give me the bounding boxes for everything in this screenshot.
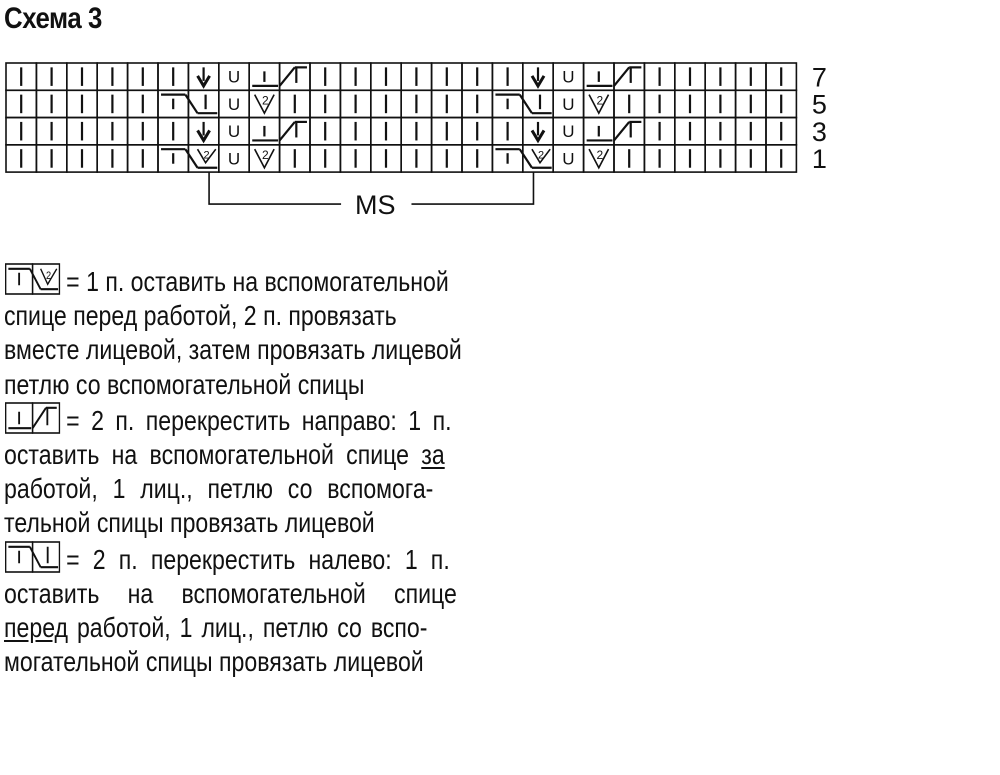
chart-cell-k [705, 63, 735, 90]
chart-cell-cl-a [492, 90, 532, 117]
chart-cell-k [340, 63, 370, 90]
legend-line: спице перед работой, 2 п. провязать [4, 300, 397, 332]
chart-cell-k [310, 63, 340, 90]
legend-entry-cross3 [4, 263, 564, 402]
knitting-chart [0, 0, 1000, 260]
chart-cell-yo [553, 90, 583, 117]
chart-cell-yo [219, 90, 249, 117]
yarn-over-symbol: U [562, 149, 575, 169]
chart-cell-k [705, 118, 735, 145]
legend-underlined-word: за [421, 439, 445, 471]
yarn-over-symbol: U [227, 149, 241, 169]
legend-line [4, 263, 474, 299]
chart-cell-k2tog [249, 90, 279, 117]
chart-cell-k [67, 90, 97, 117]
yarn-over-symbol: U [227, 122, 241, 142]
chart-cell-k [401, 63, 431, 90]
chart-cell-k [462, 118, 492, 145]
chart-cell-k [675, 90, 705, 117]
legend-underlined-word: перед [4, 612, 69, 644]
chart-cell-cr-a [584, 118, 614, 145]
chart-cell-k [675, 118, 705, 145]
k2tog-mark: 2 [45, 270, 52, 283]
chart-cell-k [310, 90, 340, 117]
row-number: 3 [811, 116, 827, 147]
k2tog-mark: 2 [596, 93, 604, 108]
chart-cell-k [432, 90, 462, 117]
chart-cell-k [97, 145, 127, 172]
chart-cell-k [766, 118, 796, 145]
chart-cell-k [371, 90, 401, 117]
k2tog-mark: 2 [262, 148, 269, 162]
k2tog-mark: 2 [537, 149, 545, 162]
chart-cell-k [340, 118, 370, 145]
chart-cell-k [675, 145, 705, 172]
chart-cell-cr-a [584, 63, 614, 90]
chart-cell-k [340, 145, 370, 172]
row-number: 5 [811, 89, 827, 120]
legend-entry-cross-left [4, 541, 564, 680]
chart-cell-k [36, 63, 66, 90]
chart-cell-k2tog [584, 145, 614, 172]
legend-line: петлю со вспомогательной спицы [4, 368, 365, 400]
chart-cell-k [371, 145, 401, 172]
chart-cell-k [736, 118, 766, 145]
chart-cell-k [705, 90, 735, 117]
chart-cell-k [614, 90, 644, 117]
chart-cell-k [401, 145, 431, 172]
legend-text: = 2 п. перекрестить налево: 1 п. [66, 543, 450, 575]
chart-cell-k [340, 90, 370, 117]
chart-cell-k [705, 145, 735, 172]
chart-cell-k [766, 90, 796, 117]
yarn-over-symbol: U [562, 94, 575, 114]
legend [4, 263, 564, 679]
chart-cell-k [432, 118, 462, 145]
chart-cell-yo [553, 118, 583, 145]
chart-cell-k [432, 63, 462, 90]
chart-cell-cr-b [614, 63, 644, 90]
chart-cell-k [462, 63, 492, 90]
chart-cell-cl-b [188, 90, 218, 117]
chart-cell-k [432, 145, 462, 172]
chart-cell-k [128, 145, 158, 172]
chart-cell-k [128, 118, 158, 145]
chart-cell-c3-a [158, 145, 198, 172]
chart-cell-k [492, 118, 522, 145]
chart-cell-k [401, 118, 431, 145]
chart-cell-k [675, 63, 705, 90]
legend-line: работой, 1 лиц., петлю со вспомога- [4, 473, 434, 505]
chart-cell-c3-a [492, 145, 532, 172]
chart-cell-cr-b [280, 118, 310, 145]
chart-cell-k [644, 90, 674, 117]
chart-cell-k [614, 145, 644, 172]
chart-cell-k [67, 145, 97, 172]
chart-cell-k [462, 145, 492, 172]
chart-cell-k [736, 90, 766, 117]
chart-cell-k [280, 90, 310, 117]
chart-cell-k [644, 63, 674, 90]
chart-cell-k2tog [249, 145, 279, 172]
chart-cell-down [188, 63, 218, 90]
chart-cell-k [766, 145, 796, 172]
chart-cell-k [644, 145, 674, 172]
yarn-over-symbol: U [562, 122, 575, 142]
yarn-over-symbol: U [227, 67, 241, 87]
chart-cell-yo [219, 145, 249, 172]
chart-cell-k [36, 118, 66, 145]
chart-cell-down [523, 63, 553, 90]
chart-cell-k [97, 90, 127, 117]
cross-left-key-icon [4, 541, 61, 573]
chart-cell-k [6, 90, 36, 117]
chart-cell-k [401, 90, 431, 117]
k2tog-mark: 2 [596, 148, 604, 162]
repeat-label: MS [355, 190, 396, 221]
k2tog-mark: 2 [203, 149, 210, 162]
chart-cell-k [462, 90, 492, 117]
chart-cell-k [67, 118, 97, 145]
chart-cell-k [128, 90, 158, 117]
legend-text: оставить на вспомогательной спице [4, 439, 409, 471]
chart-cell-cr-b [280, 63, 310, 90]
legend-line [4, 611, 474, 645]
chart-cell-k2tog [584, 90, 614, 117]
chart-cell-k [97, 118, 127, 145]
row-number: 7 [811, 62, 827, 93]
chart-cell-k [6, 118, 36, 145]
chart-cell-k [736, 63, 766, 90]
legend-line: могательной спицы провязать лицевой [4, 646, 424, 678]
chart-cell-k [644, 118, 674, 145]
chart-cell-yo [553, 145, 583, 172]
yarn-over-symbol: U [227, 94, 241, 114]
legend-line [4, 438, 474, 472]
chart-cell-k [310, 145, 340, 172]
chart-cell-c3-b [188, 145, 218, 172]
chart-cell-yo [553, 63, 583, 90]
chart-cell-yo [219, 118, 249, 145]
row-number: 1 [811, 144, 827, 175]
chart-cell-k [97, 63, 127, 90]
legend-text: = 2 п. перекрестить направо: 1 п. [66, 404, 452, 436]
cross3-key-icon [4, 263, 61, 295]
cross-right-key-icon [4, 402, 61, 434]
legend-text: работой, 1 лиц., петлю со вспо- [76, 612, 428, 644]
chart-cell-k [67, 63, 97, 90]
yarn-over-symbol: U [562, 67, 575, 87]
chart-cell-c3-b [523, 145, 553, 172]
chart-cell-k [158, 118, 188, 145]
chart-cell-cr-a [249, 118, 279, 145]
legend-line [4, 541, 474, 577]
chart-cell-down [188, 118, 218, 145]
legend-entry-cross-right [4, 402, 564, 541]
chart-cell-down [523, 118, 553, 145]
chart-cell-cr-b [614, 118, 644, 145]
legend-line: оставить на вспомогательной спице [4, 577, 457, 609]
chart-cell-k [766, 63, 796, 90]
legend-line: вместе лицевой, затем провязать лицевой [4, 334, 462, 366]
chart-cell-k [36, 145, 66, 172]
chart-cell-k [492, 63, 522, 90]
chart-cell-cl-a [158, 90, 198, 117]
diagram-title: Схема 3 [4, 2, 102, 35]
chart-cell-k [310, 118, 340, 145]
k2tog-mark: 2 [262, 93, 269, 108]
legend-line [4, 402, 474, 438]
chart-cell-k [371, 118, 401, 145]
chart-cell-yo [219, 63, 249, 90]
chart-cell-k [371, 63, 401, 90]
legend-line: тельной спицы провязать лицевой [4, 507, 375, 539]
chart-cell-k [280, 145, 310, 172]
chart-cell-k [128, 63, 158, 90]
chart-cell-k [6, 63, 36, 90]
chart-cell-k [736, 145, 766, 172]
legend-text: = 1 п. оставить на вспомогательной [66, 266, 449, 297]
chart-cell-cl-b [523, 90, 553, 117]
chart-cell-k [36, 90, 66, 117]
chart-cell-k [158, 63, 188, 90]
chart-cell-k [6, 145, 36, 172]
chart-cell-cr-a [249, 63, 279, 90]
